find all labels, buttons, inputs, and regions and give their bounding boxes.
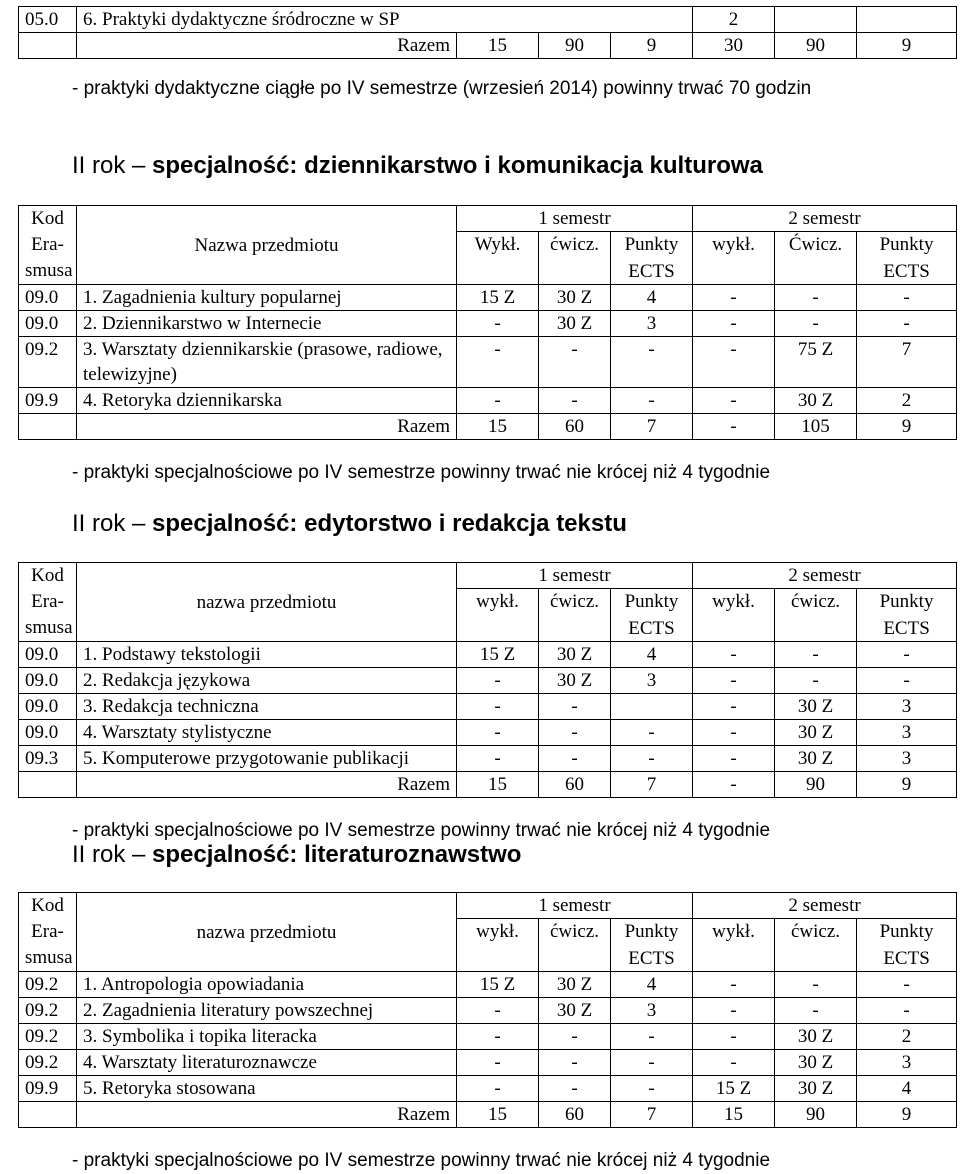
razem-label: Razem <box>77 33 457 59</box>
cell-value: 15 <box>457 33 539 59</box>
col-header: Punkty <box>857 919 957 947</box>
cell-value: - <box>775 311 857 337</box>
cell-value: - <box>775 998 857 1024</box>
cell-value: - <box>611 1024 693 1050</box>
cell-value: - <box>539 388 611 414</box>
cell-value: - <box>693 972 775 998</box>
col-header: Punkty <box>611 589 693 617</box>
subject-code: 09.0 <box>19 720 77 746</box>
curriculum-table <box>18 205 957 440</box>
subject-code: 05.0 <box>19 7 77 33</box>
cell-value: 30 Z <box>539 998 611 1024</box>
table-row <box>19 972 957 998</box>
cell-value: 30 Z <box>539 311 611 337</box>
subject-name: 3. Symbolika i topika literacka <box>77 1024 457 1050</box>
subject-code: 09.0 <box>19 668 77 694</box>
subject-code: 09.0 <box>19 285 77 311</box>
sem1-header: 1 semestr <box>457 893 693 919</box>
kod-header <box>19 893 77 972</box>
cell-value: 15 <box>457 414 539 440</box>
cell-value: - <box>457 1024 539 1050</box>
sem1-header: 1 semestr <box>457 563 693 589</box>
cell-value: 2 <box>857 388 957 414</box>
note-text: - praktyki specjalnościowe po IV semestrze powinny trwać nie krócej niż 4 tygodnie <box>72 820 771 841</box>
cell-value: 2 <box>857 1024 957 1050</box>
cell-value: - <box>539 1050 611 1076</box>
cell-value: 15 Z <box>457 972 539 998</box>
cell-value: - <box>693 337 775 388</box>
cell-value: - <box>693 772 775 798</box>
cell-value: - <box>457 311 539 337</box>
subject-code: 09.9 <box>19 1076 77 1102</box>
cell-value: 30 Z <box>775 1050 857 1076</box>
subject-code: 09.2 <box>19 337 77 388</box>
top-table <box>18 6 957 59</box>
cell-value: 105 <box>775 414 857 440</box>
cell-value: 4 <box>611 285 693 311</box>
cell-value: 15 Z <box>693 1076 775 1102</box>
name-header: nazwa przedmiotu <box>77 563 457 642</box>
cell-value: - <box>539 720 611 746</box>
curriculum-table <box>18 562 957 798</box>
cell-value: 3 <box>611 311 693 337</box>
cell-value: 4 <box>857 1076 957 1102</box>
col-header: ćwicz. <box>539 232 611 285</box>
cell-value: 7 <box>611 1102 693 1128</box>
subject-name: 2. Redakcja językowa <box>77 668 457 694</box>
cell-value: - <box>457 694 539 720</box>
subject-name: 2. Dziennikarstwo w Internecie <box>77 311 457 337</box>
col-header: wykł. <box>457 589 539 642</box>
subject-code: 09.3 <box>19 746 77 772</box>
cell-value: 7 <box>857 337 957 388</box>
cell-value: - <box>857 998 957 1024</box>
era-label: Era- <box>31 234 64 255</box>
cell-value: - <box>775 285 857 311</box>
cell-value: 4 <box>611 642 693 668</box>
header-row <box>19 206 957 232</box>
smusa-label: smusa <box>25 260 73 281</box>
cell-value: 15 Z <box>457 642 539 668</box>
cell-value: - <box>775 668 857 694</box>
col-header: wykł. <box>693 589 775 642</box>
col-header: ćwicz. <box>775 589 857 642</box>
cell-value: - <box>693 285 775 311</box>
col-header: Ćwicz. <box>775 232 857 285</box>
subject-code: 09.0 <box>19 694 77 720</box>
cell-value: 30 Z <box>775 1024 857 1050</box>
razem-row <box>19 1102 957 1128</box>
col-header: ECTS <box>611 946 693 972</box>
col-header: ECTS <box>611 616 693 642</box>
cell-value: 4 <box>611 972 693 998</box>
cell-value: - <box>457 746 539 772</box>
cell-value: - <box>693 642 775 668</box>
cell-value: 9 <box>857 1102 957 1128</box>
razem-row <box>19 33 957 59</box>
smusa-label: smusa <box>25 947 73 968</box>
table-row <box>19 694 957 720</box>
kod-label: Kod <box>31 895 64 916</box>
cell-value: 7 <box>611 414 693 440</box>
table-row <box>19 337 957 388</box>
col-header: ECTS <box>857 616 957 642</box>
cell-value: 60 <box>539 1102 611 1128</box>
cell-value: 7 <box>611 772 693 798</box>
cell-value: 3 <box>857 746 957 772</box>
table-row <box>19 7 957 33</box>
cell-value: 15 <box>693 1102 775 1128</box>
cell-value: - <box>775 972 857 998</box>
subject-name: 5. Komputerowe przygotowanie publikacji <box>77 746 457 772</box>
heading-prefix: II rok – <box>72 841 153 868</box>
sem2-header: 2 semestr <box>693 893 957 919</box>
col-header: ECTS <box>857 259 957 285</box>
cell-value: - <box>457 668 539 694</box>
cell-value: 30 Z <box>539 668 611 694</box>
cell-value: 9 <box>611 33 693 59</box>
era-label: Era- <box>31 921 64 942</box>
cell-value: - <box>611 746 693 772</box>
subject-code: 09.2 <box>19 972 77 998</box>
cell-value: - <box>539 746 611 772</box>
col-header: ćwicz. <box>539 589 611 642</box>
cell-value: 15 <box>457 1102 539 1128</box>
subject-name: 5. Retoryka stosowana <box>77 1076 457 1102</box>
era-label: Era- <box>31 591 64 612</box>
cell-value: - <box>693 1050 775 1076</box>
cell-value: 90 <box>775 772 857 798</box>
subject-code: 09.0 <box>19 642 77 668</box>
curriculum-table <box>18 892 957 1128</box>
cell-value: - <box>693 694 775 720</box>
cell-value: 30 <box>693 33 775 59</box>
cell-value: - <box>857 285 957 311</box>
cell-value: 30 Z <box>539 285 611 311</box>
subject-name: 1. Antropologia opowiadania <box>77 972 457 998</box>
heading-specialty: specjalność: dziennikarstwo i komunikacja kulturowa <box>152 152 763 179</box>
cell-value: - <box>857 668 957 694</box>
cell-value: 30 Z <box>775 1076 857 1102</box>
table-row <box>19 998 957 1024</box>
col-header: wykł. <box>457 919 539 972</box>
cell-value: - <box>693 414 775 440</box>
cell-value: - <box>539 1076 611 1102</box>
cell-value: 3 <box>857 720 957 746</box>
col-header: Wykł. <box>457 232 539 285</box>
subject-code: 09.2 <box>19 998 77 1024</box>
cell-value: - <box>857 311 957 337</box>
subject-name: 6. Praktyki dydaktyczne śródroczne w SP <box>77 7 693 33</box>
cell-value: - <box>611 720 693 746</box>
col-header: Punkty <box>611 919 693 947</box>
cell-value: 30 Z <box>775 746 857 772</box>
cell-value: - <box>539 337 611 388</box>
table-row <box>19 311 957 337</box>
cell-value: 60 <box>539 414 611 440</box>
section-heading <box>72 152 763 180</box>
section-heading <box>72 510 627 538</box>
heading-prefix: II rok – <box>72 152 153 179</box>
cell-value: 15 <box>457 772 539 798</box>
note-text: - praktyki specjalnościowe po IV semestrze powinny trwać nie krócej niż 4 tygodnie <box>72 1150 771 1171</box>
cell-value: - <box>775 642 857 668</box>
cell-value: 9 <box>857 33 957 59</box>
cell-value: 15 Z <box>457 285 539 311</box>
cell-value: 90 <box>775 1102 857 1128</box>
note-text: - praktyki specjalnościowe po IV semestrze powinny trwać nie krócej niż 4 tygodnie <box>72 462 771 483</box>
cell-value: - <box>457 1076 539 1102</box>
razem-label: Razem <box>77 1102 457 1128</box>
cell-value: 30 Z <box>539 972 611 998</box>
header-row <box>19 563 957 589</box>
cell-value: 9 <box>857 772 957 798</box>
table-row <box>19 746 957 772</box>
subject-name: 3. Warsztaty dziennikarskie (prasowe, radiowe, telewizyjne) <box>77 337 457 388</box>
razem-row <box>19 772 957 798</box>
cell-value: 9 <box>857 414 957 440</box>
cell-value: 30 Z <box>775 694 857 720</box>
subject-name: 4. Warsztaty stylistyczne <box>77 720 457 746</box>
table-row <box>19 720 957 746</box>
heading-specialty: specjalność: literaturoznawstwo <box>152 841 522 868</box>
col-header: Punkty <box>857 232 957 260</box>
table-row <box>19 642 957 668</box>
cell-value: 30 Z <box>539 642 611 668</box>
kod-header <box>19 563 77 642</box>
cell-value: 90 <box>775 33 857 59</box>
cell-value: 60 <box>539 772 611 798</box>
subject-code: 09.2 <box>19 1050 77 1076</box>
subject-name: 3. Redakcja techniczna <box>77 694 457 720</box>
subject-code: 09.9 <box>19 388 77 414</box>
subject-name: 1. Podstawy tekstologii <box>77 642 457 668</box>
subject-name: 1. Zagadnienia kultury popularnej <box>77 285 457 311</box>
col-header: wykł. <box>693 919 775 972</box>
cell-value: - <box>457 337 539 388</box>
cell-value: - <box>693 1024 775 1050</box>
cell-value: - <box>539 1024 611 1050</box>
kod-header <box>19 206 77 285</box>
cell-value <box>611 694 693 720</box>
cell-value: 3 <box>611 998 693 1024</box>
heading-prefix: II rok – <box>72 510 153 537</box>
razem-label: Razem <box>77 414 457 440</box>
name-header: nazwa przedmiotu <box>77 893 457 972</box>
cell-value: - <box>611 1076 693 1102</box>
table-row <box>19 1024 957 1050</box>
sem2-header: 2 semestr <box>693 563 957 589</box>
cell-value: - <box>611 337 693 388</box>
table-row <box>19 388 957 414</box>
cell-value: - <box>693 668 775 694</box>
heading-specialty: specjalność: edytorstwo i redakcja tekstu <box>152 510 627 537</box>
cell-value: - <box>457 1050 539 1076</box>
cell-value: - <box>611 388 693 414</box>
cell-value: - <box>857 642 957 668</box>
kod-label: Kod <box>31 208 64 229</box>
cell-value: 30 Z <box>775 388 857 414</box>
sem1-header: 1 semestr <box>457 206 693 232</box>
col-header: Punkty <box>857 589 957 617</box>
cell-value: 90 <box>539 33 611 59</box>
note-text: - praktyki dydaktyczne ciągłe po IV semestrze (wrzesień 2014) powinny trwać 70 godzin <box>72 78 812 99</box>
subject-code: 09.0 <box>19 311 77 337</box>
name-header: Nazwa przedmiotu <box>77 206 457 285</box>
subject-code: 09.2 <box>19 1024 77 1050</box>
col-header: Punkty <box>611 232 693 260</box>
section-heading <box>72 841 521 869</box>
subject-name: 4. Warsztaty literaturoznawcze <box>77 1050 457 1076</box>
cell-value: - <box>857 972 957 998</box>
cell-value: - <box>693 388 775 414</box>
cell-value: 3 <box>857 1050 957 1076</box>
cell-value: 3 <box>857 694 957 720</box>
cell-value: - <box>693 720 775 746</box>
col-header: ECTS <box>611 259 693 285</box>
razem-row <box>19 414 957 440</box>
sem2-header: 2 semestr <box>693 206 957 232</box>
col-header: ćwicz. <box>539 919 611 972</box>
cell-value: - <box>457 720 539 746</box>
col-header: ćwicz. <box>775 919 857 972</box>
cell-value: 2 <box>693 7 775 33</box>
kod-label: Kod <box>31 565 64 586</box>
razem-label: Razem <box>77 772 457 798</box>
cell-value: - <box>693 746 775 772</box>
subject-name: 4. Retoryka dziennikarska <box>77 388 457 414</box>
table-row <box>19 1076 957 1102</box>
cell-value: - <box>457 998 539 1024</box>
cell-value: - <box>693 998 775 1024</box>
subject-name: 2. Zagadnienia literatury powszechnej <box>77 998 457 1024</box>
header-row <box>19 893 957 919</box>
cell-value: 3 <box>611 668 693 694</box>
cell-value: - <box>693 311 775 337</box>
col-header: wykł. <box>693 232 775 285</box>
cell-value: - <box>457 388 539 414</box>
cell-value: 30 Z <box>775 720 857 746</box>
cell-value: - <box>611 1050 693 1076</box>
smusa-label: smusa <box>25 617 73 638</box>
col-header: ECTS <box>857 946 957 972</box>
table-row <box>19 285 957 311</box>
table-row <box>19 668 957 694</box>
cell-value: 75 Z <box>775 337 857 388</box>
table-row <box>19 1050 957 1076</box>
cell-value: - <box>539 694 611 720</box>
